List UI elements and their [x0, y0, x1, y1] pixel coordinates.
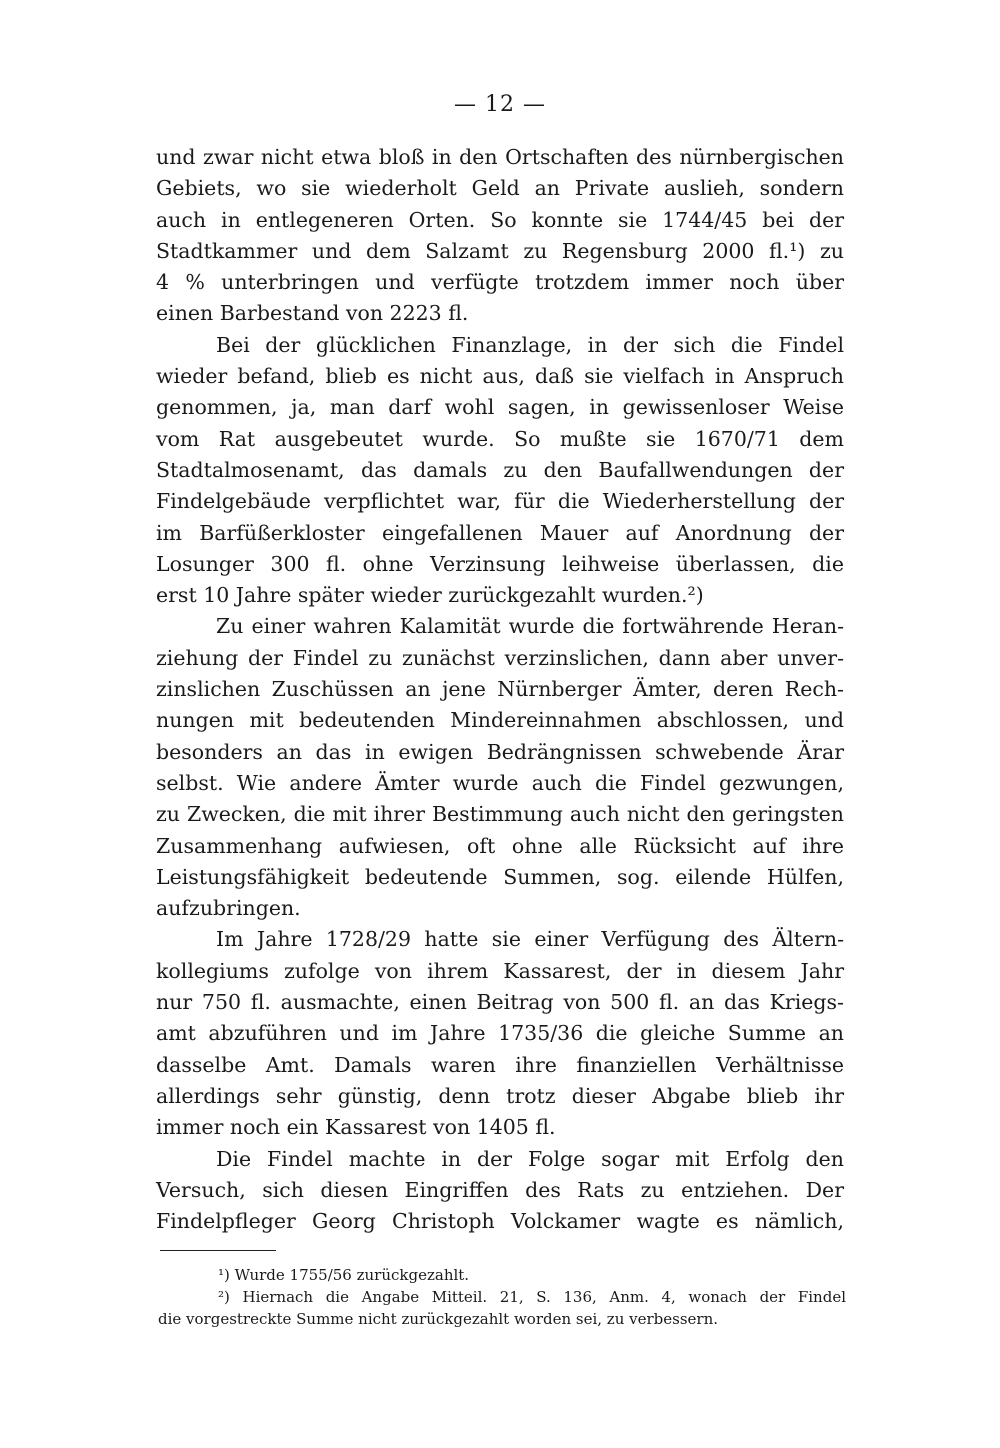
footnote-2-continuation: die vorgestreckte Summe nicht zurückgezahlt worden sei, zu verbessern. [158, 1310, 719, 1328]
text-line: aufzubringen. [156, 896, 301, 921]
text-line: amt abzuführen und im Jahre 1735/36 die gleiche Summe an [156, 1021, 844, 1046]
text-line: Im Jahre 1728/29 hatte sie einer Verfügung des Ältern- [216, 927, 844, 952]
text-line: Zu einer wahren Kalamität wurde die fortwährende Heran- [216, 614, 844, 639]
text-line: auch in entlegeneren Orten. So konnte sie 1744/45 bei der [156, 207, 844, 232]
text-line: und zwar nicht etwa bloß in den Ortschaften des nürnbergischen [156, 145, 844, 169]
paragraph [156, 611, 844, 924]
text-line: nungen mit bedeutenden Mindereinnahmen abschlossen, und [156, 708, 844, 733]
text-line: wieder befand, blieb es nicht aus, daß sie vielfach in Anspruch [156, 364, 844, 389]
text-line: ziehung der Findel zu zunächst verzinslichen, dann aber unver- [156, 645, 844, 670]
text-line: kollegiums zufolge von ihrem Kassarest, der in diesem Jahr [156, 958, 844, 983]
page-number: — 12 — [454, 92, 546, 117]
text-line: einen Barbestand von 2223 fl. [156, 301, 469, 326]
text-line: genommen, ja, man darf wohl sagen, in gewissenloser Weise [156, 395, 844, 420]
paragraph [156, 924, 844, 1143]
text-line: Findelgebäude verpflichtet war, für die Wiederherstellung der [156, 489, 844, 514]
text-line: Findelpfleger Georg Christoph Volckamer wagte es nämlich, [156, 1209, 844, 1234]
paragraph [156, 1144, 844, 1238]
text-line: Bei der glücklichen Finanzlage, in der sich die Findel [216, 332, 844, 357]
text-line: Leistungsfähigkeit bedeutende Summen, sog. eilende Hülfen, [156, 864, 844, 889]
footnote-1: ¹) Wurde 1755/56 zurückgezahlt. [218, 1266, 470, 1284]
footnotes [158, 1264, 846, 1330]
text-line: Stadtalmosenamt, das damals zu den Baufallwendungen der [156, 457, 844, 482]
text-line: allerdings sehr günstig, denn trotz dieser Abgabe blieb ihr [156, 1083, 844, 1108]
text-line: im Barfüßerkloster eingefallenen Mauer auf Anordnung der [156, 520, 844, 545]
footnote-2: ²) Hiernach die Angabe Mitteil. 21, S. 136, Anm. 4, wonach der Findel [218, 1288, 846, 1306]
text-line: zu Zwecken, die mit ihrer Bestimmung auch nicht den geringsten [156, 802, 844, 827]
text-line: Gebiets, wo sie wiederholt Geld an Private auslieh, sondern [156, 176, 844, 201]
body-text [156, 142, 844, 1237]
text-line: immer noch ein Kassarest von 1405 fl. [156, 1115, 556, 1140]
text-line: 4 % unterbringen und verfügte trotzdem immer noch über [156, 270, 844, 295]
paragraph [156, 330, 844, 612]
text-line: Losunger 300 fl. ohne Verzinsung leihweise überlassen, die [156, 551, 844, 576]
text-line: dasselbe Amt. Damals waren ihre finanziellen Verhältnisse [156, 1052, 844, 1077]
paragraph [156, 142, 844, 330]
text-line: Zusammenhang aufwiesen, oft ohne alle Rücksicht auf ihre [156, 833, 844, 858]
footnote-divider [160, 1250, 276, 1251]
text-line: vom Rat ausgebeutet wurde. So mußte sie 1670/71 dem [156, 426, 844, 451]
text-line: nur 750 fl. ausmachte, einen Beitrag von 500 fl. an das Kriegs- [156, 990, 844, 1015]
text-line: besonders an das in ewigen Bedrängnissen schwebende Ärar [156, 739, 844, 764]
text-line: erst 10 Jahre später wieder zurückgezahlt wurden.²) [156, 583, 704, 608]
text-line: Stadtkammer und dem Salzamt zu Regensburg 2000 fl.¹) zu [156, 238, 844, 263]
text-line: zinslichen Zuschüssen an jene Nürnberger Ämter, deren Rech- [156, 677, 844, 702]
text-line: Die Findel machte in der Folge sogar mit Erfolg den [216, 1146, 844, 1171]
text-line: selbst. Wie andere Ämter wurde auch die Findel gezwungen, [156, 770, 844, 795]
text-line: Versuch, sich diesen Eingriffen des Rats zu entziehen. Der [156, 1177, 844, 1202]
